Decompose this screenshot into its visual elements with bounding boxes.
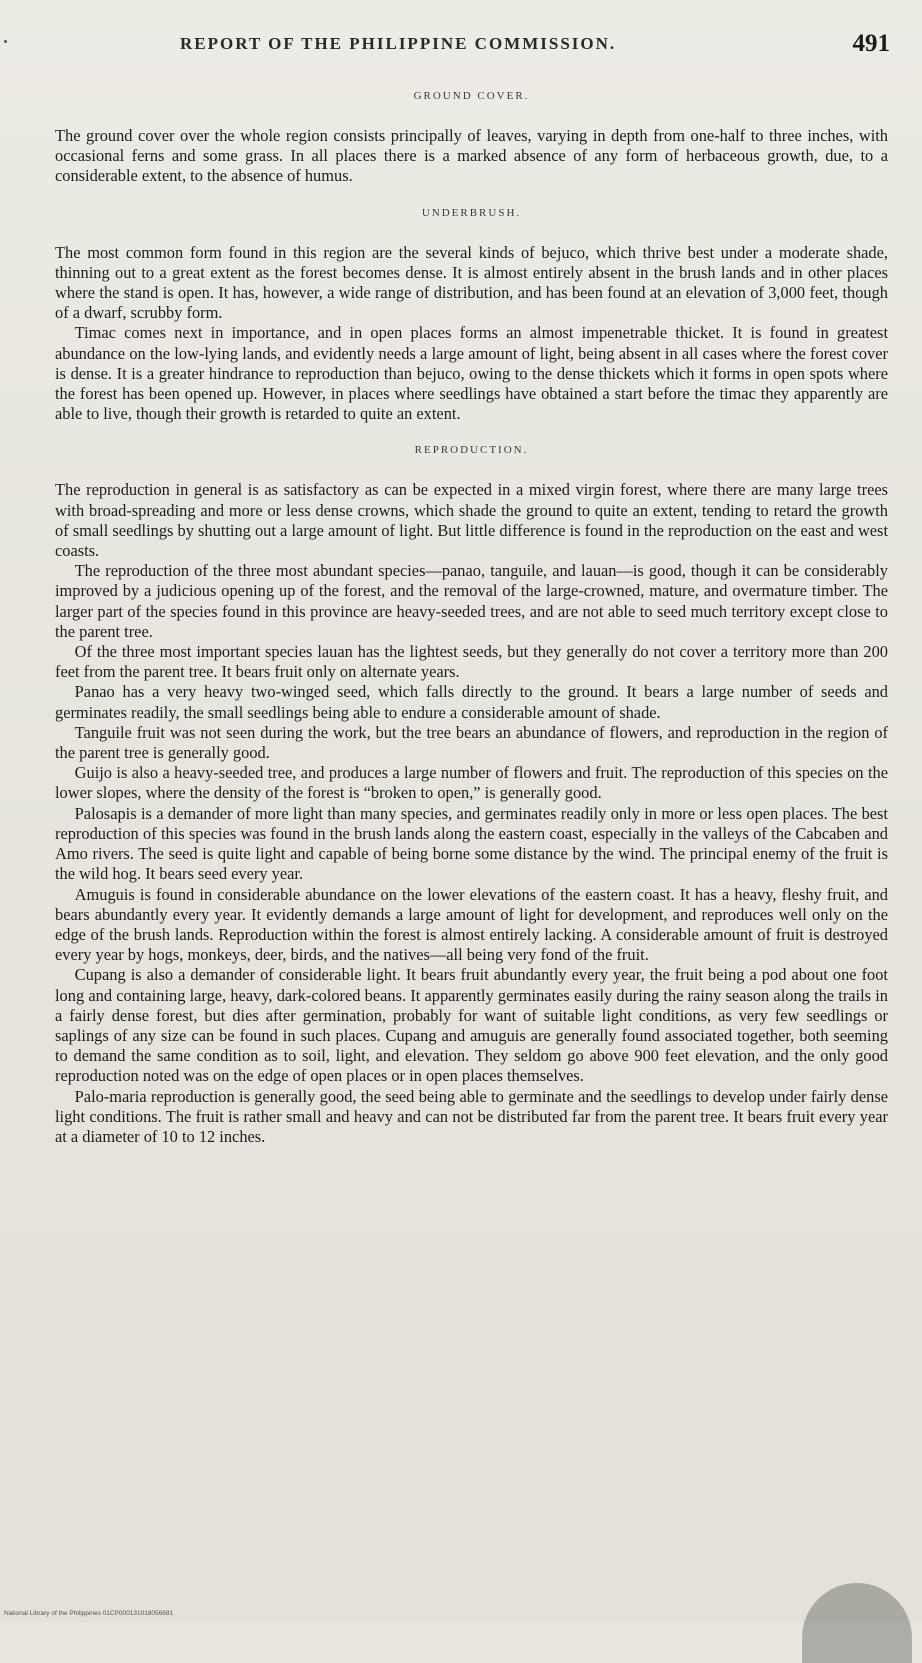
paragraph: Panao has a very heavy two-winged seed, which falls directly to the ground. It bears a large number of seeds and germinates readily, the small seedlings being able to endure a considerable amount of shade. [55, 682, 888, 722]
paragraph: The reproduction of the three most abundant species—panao, tanguile, and lauan—is good, though it can be considerably improved by a judicious opening up of the forest, and the removal of the large-crowned, mature, and overmature timber. The larger part of the species found in this province are heavy-seeded trees, and are not able to seed much territory except close to the parent tree. [55, 561, 888, 641]
section-heading-underbrush: UNDERBRUSH. [421, 206, 522, 219]
paragraph: Cupang is also a demander of considerable light. It bears fruit abundantly every year, the fruit being a pod about one foot long and containing large, heavy, dark-colored beans. It apparently germinates easily during the rainy season along the trails in a fairly dense forest, but dies after germination, probably for want of suitable light conditions, as very few seedlings or saplings of any size can be found in such places. Cupang and amuguis are generally found associated together, both seeming to demand the same condition as to soil, light, and elevation. They seldom go above 900 feet elevation, and the only good reproduction noted was on the edge of open places or in open places themselves. [55, 965, 888, 1086]
scan-speck [4, 40, 7, 43]
paragraph: The ground cover over the whole region consists principally of leaves, varying in depth from one-half to three inches, with occasional ferns and some grass. In all places there is a marked absence of any form of herbaceous growth, due, to a considerable extent, to the absence of humus. [55, 126, 888, 186]
section-heading-reproduction: REPRODUCTION. [414, 444, 529, 457]
paragraph: Palo-maria reproduction is generally good, the seed being able to germinate and the seedlings to develop under fairly dense light conditions. The fruit is rather small and heavy and can not be distributed far from the parent tree. It bears fruit every year at a diameter of 10 to 12 inches. [55, 1086, 888, 1146]
paragraph: Of the three most important species lauan has the lightest seeds, but they generally do not cover a territory more than 200 feet from the parent tree. It bears fruit only on alternate years. [55, 642, 888, 682]
page-header [150, 30, 890, 64]
scan-corner-shadow [802, 1583, 912, 1663]
section-heading-ground-cover: GROUND COVER. [413, 90, 530, 102]
paragraph: Amuguis is found in considerable abundance on the lower elevations of the eastern coast. It has a heavy, fleshy fruit, and bears abundantly every year. It evidently demands a large amount of light for development, and reproduces well only on the edge of the brush lands. Reproduction within the forest is almost entirely lacking. A considerable amount of fruit is destroyed every year by hogs, monkeys, deer, birds, and the natives—all being very fond of the fruit. [55, 884, 888, 965]
paragraph: Guijo is also a heavy-seeded tree, and produces a large number of flowers and fruit. The reproduction of this species on the lower slopes, where the density of the forest is “broken to open,” is generally good. [55, 763, 888, 803]
running-title: REPORT OF THE PHILIPPINE COMMISSION. [180, 34, 617, 53]
paragraph: Palosapis is a demander of more light than many species, and germinates readily only in more or less open places. The best reproduction of this species was found in the brush lands along the eastern coast, especially in the valleys of the Cabcaben and Amo rivers. The seed is quite light and capable of being borne some distance by the wind. The principal enemy of the fruit is the wild hog. It bears seed every year. [55, 803, 888, 884]
paragraph: Tanguile fruit was not seen during the work, but the tree bears an abundance of flowers, and reproduction in the region of the parent tree is generally good. [55, 722, 888, 763]
paragraph: The reproduction in general is as satisfactory as can be expected in a mixed virgin forest, where there are many large trees with broad-spreading and more or less dense crowns, which shade the ground to quite an extent, tending to retard the growth of small seedlings by shutting out a large amount of light. But little difference is found in the reproduction on the east and west coasts. [55, 480, 888, 561]
page-number: 491 [852, 30, 890, 57]
paragraph: Timac comes next in importance, and in open places forms an almost impenetrable thicket. It is found in greatest abundance on the low-lying lands, and evidently needs a large amount of light, being absent in all cases where the forest cover is dense. It is a greater hindrance to reproduction than bejuco, owing to the dense thickets which it forms in open spots where the forest has been opened up. However, in places where seedlings have obtained a start before the timac they apparently are able to live, though their growth is retarded to quite an extent. [55, 323, 888, 424]
body-text [55, 88, 888, 1147]
library-credit: National Library of the Philippines 01CP000131018056691 [4, 1610, 174, 1617]
paragraph: The most common form found in this region are the several kinds of bejuco, which thrive best under a moderate shade, thinning out to a great extent as the forest becomes dense. It is almost entirely absent in the brush lands and in other places where the stand is open. It has, however, a wide range of distribution, and has been found at an elevation of 3,000 feet, though of a dwarf, scrubby form. [55, 242, 888, 323]
